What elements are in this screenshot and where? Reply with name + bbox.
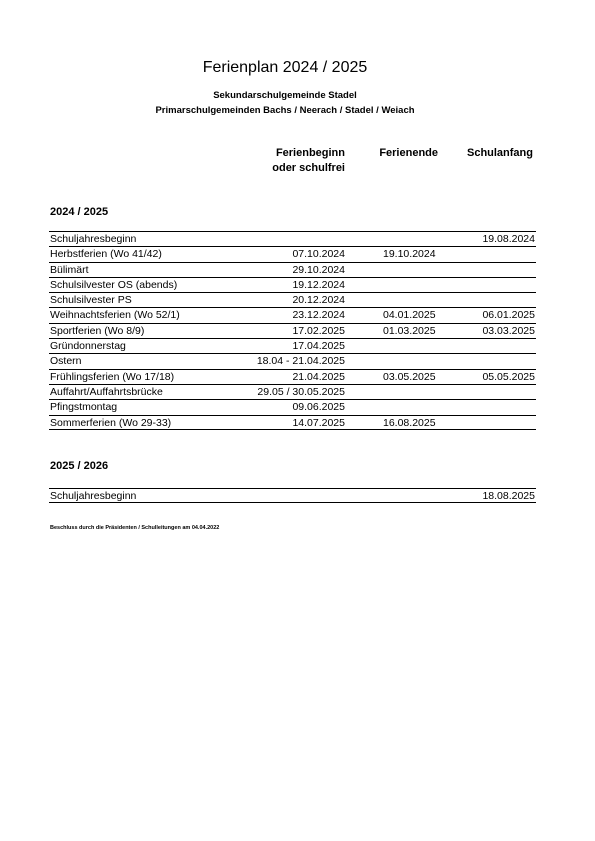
row-begin-date: 17.02.2025 <box>292 324 345 337</box>
row-label: Schulsilvester OS (abends) <box>50 278 178 291</box>
table-row <box>49 246 536 261</box>
table-row <box>49 399 536 414</box>
table-row <box>49 262 536 277</box>
section-title-2024-2025: 2024 / 2025 <box>50 206 109 218</box>
row-begin-date: 18.04 - 21.04.2025 <box>256 355 345 368</box>
table-row <box>49 415 536 430</box>
schedule-table-2025-2026 <box>49 488 536 503</box>
row-begin-date: 29.05 / 30.05.2025 <box>257 385 345 398</box>
row-label: Bülimärt <box>50 263 89 276</box>
column-header-end: Ferienende <box>379 147 438 159</box>
row-start-date: 05.05.2025 <box>482 370 535 383</box>
section-title-2025-2026: 2025 / 2026 <box>50 460 109 472</box>
row-begin-date: 21.04.2025 <box>292 370 345 383</box>
subtitle-secondary-school: Sekundarschulgemeinde Stadel <box>213 90 357 101</box>
table-row <box>49 369 536 384</box>
column-header-begin-line1: Ferienbeginn <box>275 147 345 159</box>
row-start-date: 18.08.2025 <box>482 490 535 502</box>
row-label: Gründonnerstag <box>50 340 126 353</box>
row-label: Schuljahresbeginn <box>50 233 137 245</box>
row-begin-date: 19.12.2024 <box>292 278 345 291</box>
table-row <box>49 323 536 338</box>
row-end-date: 01.03.2025 <box>383 324 436 337</box>
row-label: Sommerferien (Wo 29-33) <box>50 416 172 429</box>
row-begin-date: 07.10.2024 <box>292 248 345 261</box>
subtitle-primary-schools: Primarschulgemeinden Bachs / Neerach / Stadel / Weiach <box>155 105 415 116</box>
row-begin-date: 09.06.2025 <box>292 401 345 414</box>
row-begin-date: 14.07.2025 <box>292 416 345 429</box>
footnote: Beschluss durch die Präsidenten / Schulleitungen am 04.04.2022 <box>50 525 220 531</box>
row-start-date: 06.01.2025 <box>482 309 535 322</box>
page-title: Ferienplan 2024 / 2025 <box>202 59 368 76</box>
column-header-begin <box>265 146 345 176</box>
row-begin-date: 23.12.2024 <box>292 309 345 322</box>
row-label: Pfingstmontag <box>50 401 118 414</box>
table-row <box>49 338 536 353</box>
row-label: Schulsilvester PS <box>50 294 132 307</box>
row-label: Frühlingsferien (Wo 17/18) <box>50 370 175 383</box>
table-row <box>49 307 536 322</box>
row-label: Sportferien (Wo 8/9) <box>50 324 145 337</box>
row-begin-date: 17.04.2025 <box>292 340 345 353</box>
table-row <box>49 231 536 246</box>
row-end-date: 16.08.2025 <box>383 416 436 429</box>
row-end-date: 03.05.2025 <box>383 370 436 383</box>
row-start-date: 03.03.2025 <box>482 324 535 337</box>
row-begin-date: 20.12.2024 <box>292 294 345 307</box>
table-row <box>49 292 536 307</box>
row-label: Schuljahresbeginn <box>50 490 137 502</box>
schedule-table-2024-2025 <box>49 231 536 430</box>
row-label: Ostern <box>50 355 82 368</box>
table-row <box>49 488 536 503</box>
row-label: Herbstferien (Wo 41/42) <box>50 248 162 261</box>
row-end-date: 19.10.2024 <box>383 248 436 261</box>
row-label: Weihnachtsferien (Wo 52/1) <box>50 309 180 322</box>
column-header-begin-line2: oder schulfrei <box>272 162 345 174</box>
column-header-start: Schulanfang <box>466 147 533 159</box>
table-row <box>49 353 536 368</box>
row-label: Auffahrt/Auffahrtsbrücke <box>50 385 163 398</box>
row-end-date: 04.01.2025 <box>383 309 436 322</box>
table-row <box>49 277 536 292</box>
row-start-date: 19.08.2024 <box>482 233 535 245</box>
table-row <box>49 384 536 399</box>
row-begin-date: 29.10.2024 <box>292 263 345 276</box>
